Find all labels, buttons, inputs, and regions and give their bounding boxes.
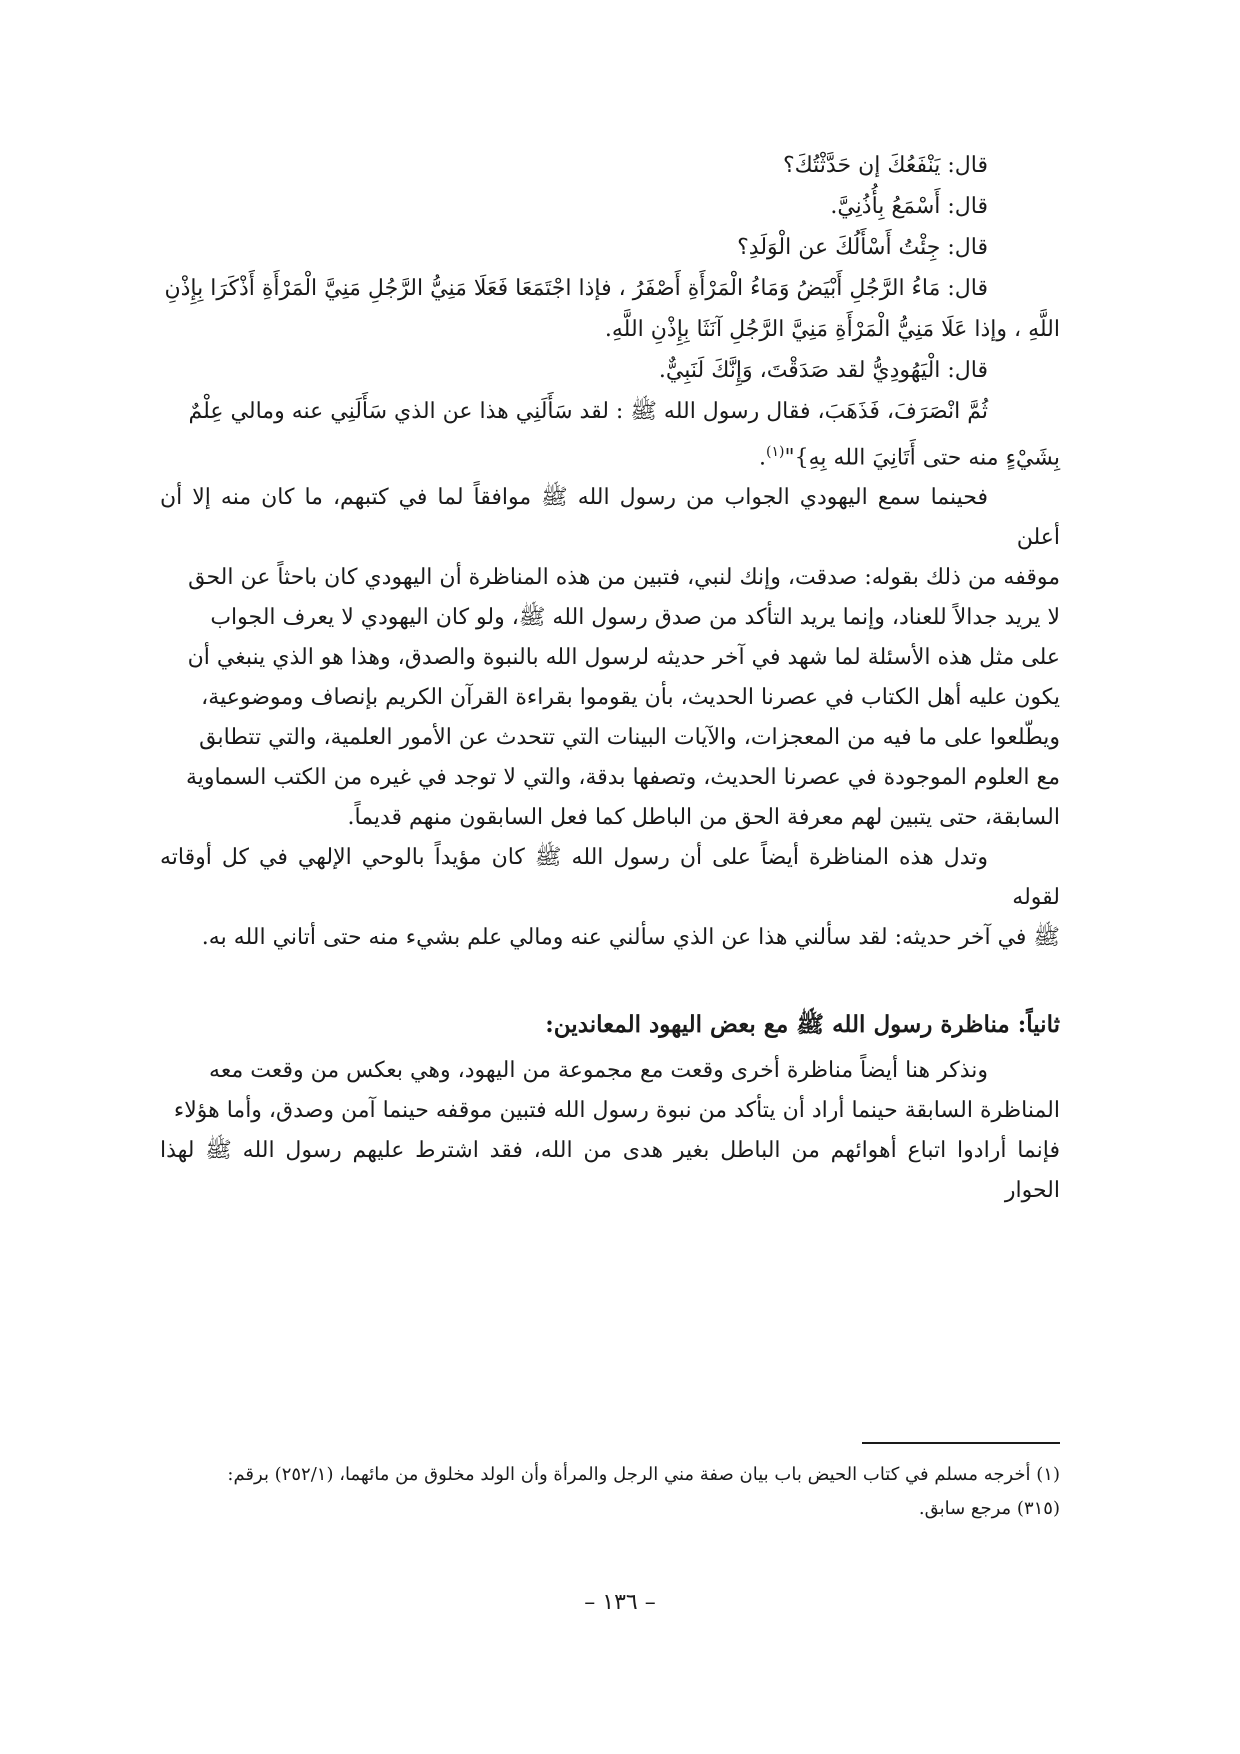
page-number: – ١٣٦ –	[584, 1590, 656, 1615]
dialogue-line-2: قال: أَسْمَعُ بِأُذُنِيَّ.	[830, 194, 988, 219]
section-heading: ثانياً: مناظرة رسول الله ﷺ مع بعض اليهود المعاندين:	[545, 1011, 1060, 1039]
para-1-line-8: السابقة، حتى يتبين لهم معرفة الحق من الباطل كما فعل السابقون منهم قديماً.	[347, 805, 1060, 831]
para-1-line-4: على مثل هذه الأسئلة لما شهد في آخر حديثه لرسول الله بالنبوة والصدق، وهذا هو الذي ينبغي أن	[187, 645, 1060, 671]
para-1-line-2: موقفه من ذلك بقوله: صدقت، وإنك لنبي، فتبين من هذه المناظرة أن اليهودي كان باحثاً عن الحق	[188, 565, 1060, 591]
closing-period: .	[759, 445, 767, 471]
footnote-line-2: (٣١٥) مرجع سابق.	[918, 1498, 1060, 1519]
answer-line-2: اللَّهِ ، وإذا عَلَا مَنِيُّ الْمَرْأَةِ مَنِيَّ الرَّجُلِ آنَثَا بِإِذْنِ اللَّهِ.	[604, 317, 1060, 342]
para-1-line-1: فحينما سمع اليهودي الجواب من رسول الله ﷺ موافقاً لما في كتبهم، ما كان منه إلا أن أعلن	[160, 485, 1060, 551]
closing-line-2	[160, 432, 1060, 478]
dialogue-line-1: قال: يَنْفَعُكَ إن حَدَّثْتُكَ؟	[782, 153, 988, 178]
footnote-separator	[862, 1442, 1060, 1444]
para-1-line-3: لا يريد جدالاً للعناد، وإنما يريد التأكد من صدق رسول الله ﷺ، ولو كان اليهودي لا يعرف الجواب	[210, 605, 1060, 631]
para-1-line-7: مع العلوم الموجودة في عصرنا الحديث، وتصفها بدقة، والتي لا توجد في غيره من الكتب السماوية	[186, 765, 1060, 791]
para-3-line-3: فإنما أرادوا اتباع أهوائهم من الباطل بغير هدى من الله، فقد اشترط عليهم رسول الله ﷺ لهذا الحوار	[160, 1138, 1060, 1204]
dialogue-line-3: قال: جِئْتُ أَسْأَلُكَ عن الْوَلَدِ؟	[737, 235, 988, 260]
para-3-line-2: المناظرة السابقة حينما أراد أن يتأكد من نبوة رسول الله فتبين موقفه حينما آمن وصدق، وأما هؤلاء	[173, 1098, 1060, 1124]
jew-reply-line: قال: الْيَهُودِيُّ لقد صَدَقْتَ، وَإِنَّكَ لَنَبِيٌّ.	[658, 358, 988, 383]
main-text	[160, 145, 1060, 1211]
para-1-line-6: ويطّلعوا على ما فيه من المعجزات، والآيات البينات التي تتحدث عن الأمور العلمية، والتي تتطابق	[199, 725, 1060, 751]
para-1-line-5: يكون عليه أهل الكتاب في عصرنا الحديث، بأن يقوموا بقراءة القرآن الكريم بإنصاف وموضوعية،	[201, 685, 1060, 711]
para-2-line-1: وتدل هذه المناظرة أيضاً على أن رسول الله ﷺ كان مؤيداً بالوحي الإلهي في كل أوقاته لقوله	[160, 845, 1060, 911]
answer-line-1: قال: مَاءُ الرَّجُلِ أَبْيَضُ وَمَاءُ الْمَرْأَةِ أَصْفَرُ ، فإذا اجْتَمَعَا فَعَلَا مَنِيُّ الرَّجُلِ مَنِيَّ الْمَرْأَةِ أَذْكَرَا بِإِذْنِ	[164, 276, 988, 301]
footnote	[160, 1458, 1060, 1526]
closing-line-1: ثُمَّ انْصَرَفَ، فَذَهَبَ، فقال رسول الله ﷺ : لقد سَأَلَنِي هذا عن الذي سَأَلَنِي عنه ومالي عِلْمٌ	[188, 399, 988, 424]
closing-text: بِشَيْءٍ منه حتى أَتَانِيَ الله بِهِ}"	[784, 445, 1060, 471]
para-3-line-1: ونذكر هنا أيضاً مناظرة أخرى وقعت مع مجموعة من اليهود، وهي بعكس من وقعت معه	[209, 1058, 988, 1084]
footnote-reference: (١)	[766, 444, 785, 460]
footnote-line-1: (١) أخرجه مسلم في كتاب الحيض باب بيان صفة مني الرجل والمرأة وأن الولد مخلوق من مائهما، (٢٥٢/١) برقم:	[227, 1464, 1060, 1485]
para-2-line-2: ﷺ في آخر حديثه: لقد سألني هذا عن الذي سألني عنه ومالي علم بشيء منه حتى أتاني الله به.	[201, 925, 1060, 951]
